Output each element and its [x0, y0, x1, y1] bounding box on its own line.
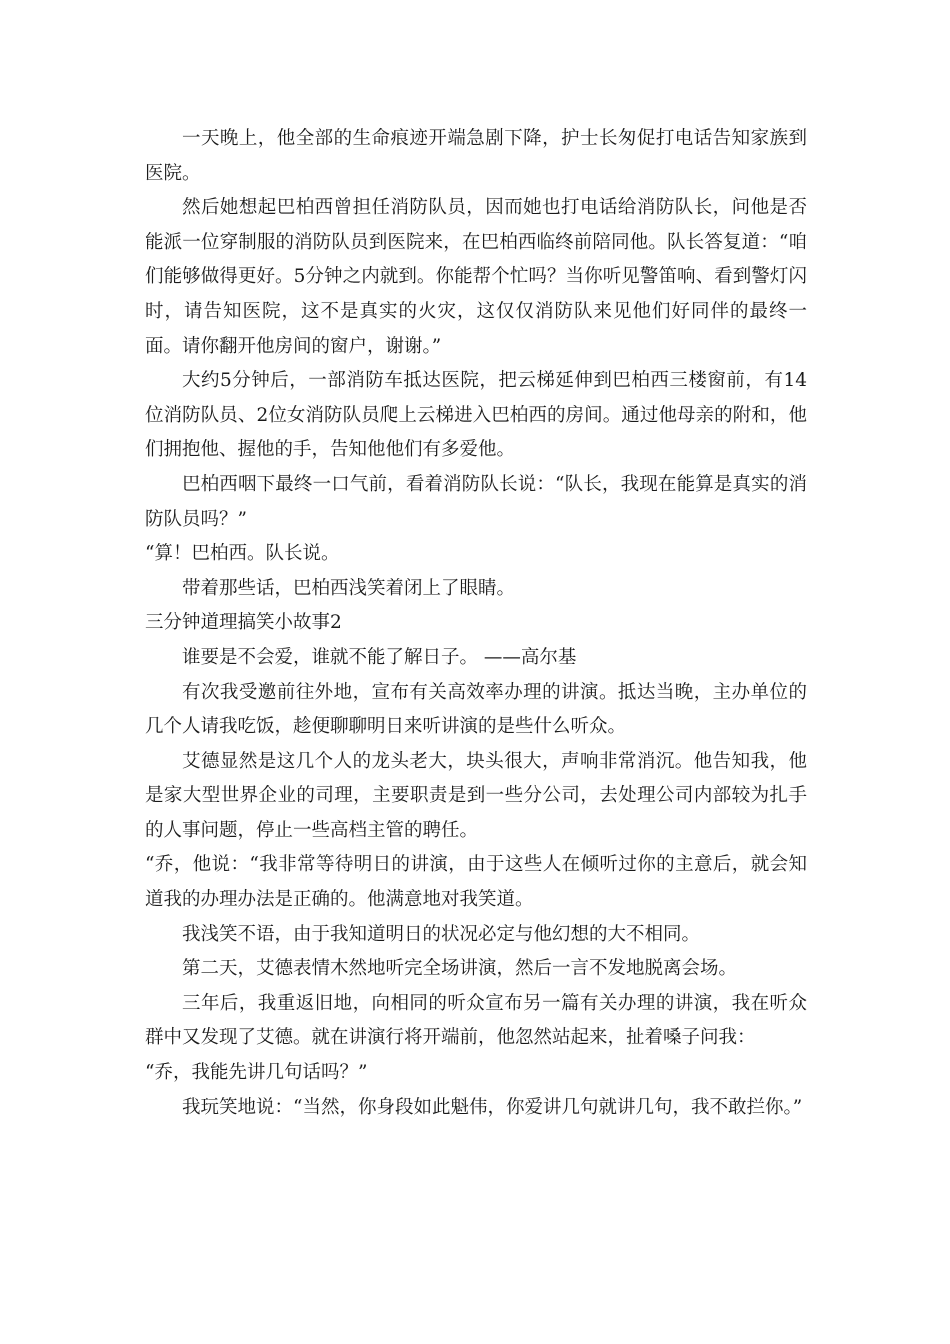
paragraph: 一天晚上，他全部的生命痕迹开端急剧下降，护士长匆促打电话告知家族到医院。 — [145, 128, 807, 184]
paragraph: 有次我受邀前往外地，宣布有关高效率办理的讲演。抵达当晚，主办单位的几个人请我吃饭，趁便聊聊明日来听讲演的是些什么听众。 — [145, 681, 807, 738]
paragraph: 我玩笑地说：“当然，你身段如此魁伟，你爱讲几句就讲几句，我不敢拦你。” — [182, 1096, 803, 1118]
paragraph: “乔，我能先讲几句话吗？” — [145, 1062, 368, 1084]
paragraph: 三年后，我重返旧地，向相同的听众宣布另一篇有关办理的讲演，我在听众群中又发现了艾德。就在讲演行将开端前，他忽然站起来，扯着嗓子问我： — [145, 992, 807, 1049]
document-body — [145, 122, 807, 1125]
paragraph: 大约5分钟后，一部消防车抵达医院，把云梯延伸到巴柏西三楼窗前，有14位消防队员、2位女消防队员爬上云梯进入巴柏西的房间。通过他母亲的附和，他们拥抱他、握他的手，告知他他们有多爱他。 — [145, 370, 807, 461]
quote-paragraph: 谁要是不会爱，谁就不能了解日子。 ——高尔基 — [182, 646, 577, 668]
paragraph: 艾德显然是这几个人的龙头老大，块头很大，声响非常消沉。他告知我，他是家大型世界企业的司理，主要职责是到一些分公司，去处理公司内部较为扎手的人事问题，停止一些高档主管的聘任。 — [145, 750, 807, 841]
paragraph: 然后她想起巴柏西曾担任消防队员，因而她也打电话给消防队长，问他是否能派一位穿制服的消防队员到医院来，在巴柏西临终前陪同他。队长答复道：“咱们能够做得更好。5分钟之内就到。你能帮个忙吗？当你听见警笛响、看到警灯闪时，请告知医院，这不是真实的火灾，这仅仅消防队来见他们好同伴的最终一面。请你翻开他房间的窗户，谢谢。” — [145, 197, 807, 357]
paragraph: 第二天，艾德表情木然地听完全场讲演，然后一言不发地脱离会场。 — [182, 958, 738, 980]
paragraph: 巴柏西咽下最终一口气前，看着消防队长说：“队长，我现在能算是真实的消防队员吗？” — [145, 473, 807, 530]
paragraph: 带着那些话，巴柏西浅笑着闭上了眼睛。 — [182, 577, 516, 599]
section-heading: 三分钟道理搞笑小故事2 — [145, 612, 342, 634]
paragraph: “乔，他说：“我非常等待明日的讲演，由于这些人在倾听过你的主意后，就会知道我的办理办法是正确的。他满意地对我笑道。 — [145, 854, 807, 911]
paragraph: “算！巴柏西。队长说。 — [145, 543, 340, 565]
paragraph: 我浅笑不语，由于我知道明日的状况必定与他幻想的大不相同。 — [182, 923, 701, 945]
